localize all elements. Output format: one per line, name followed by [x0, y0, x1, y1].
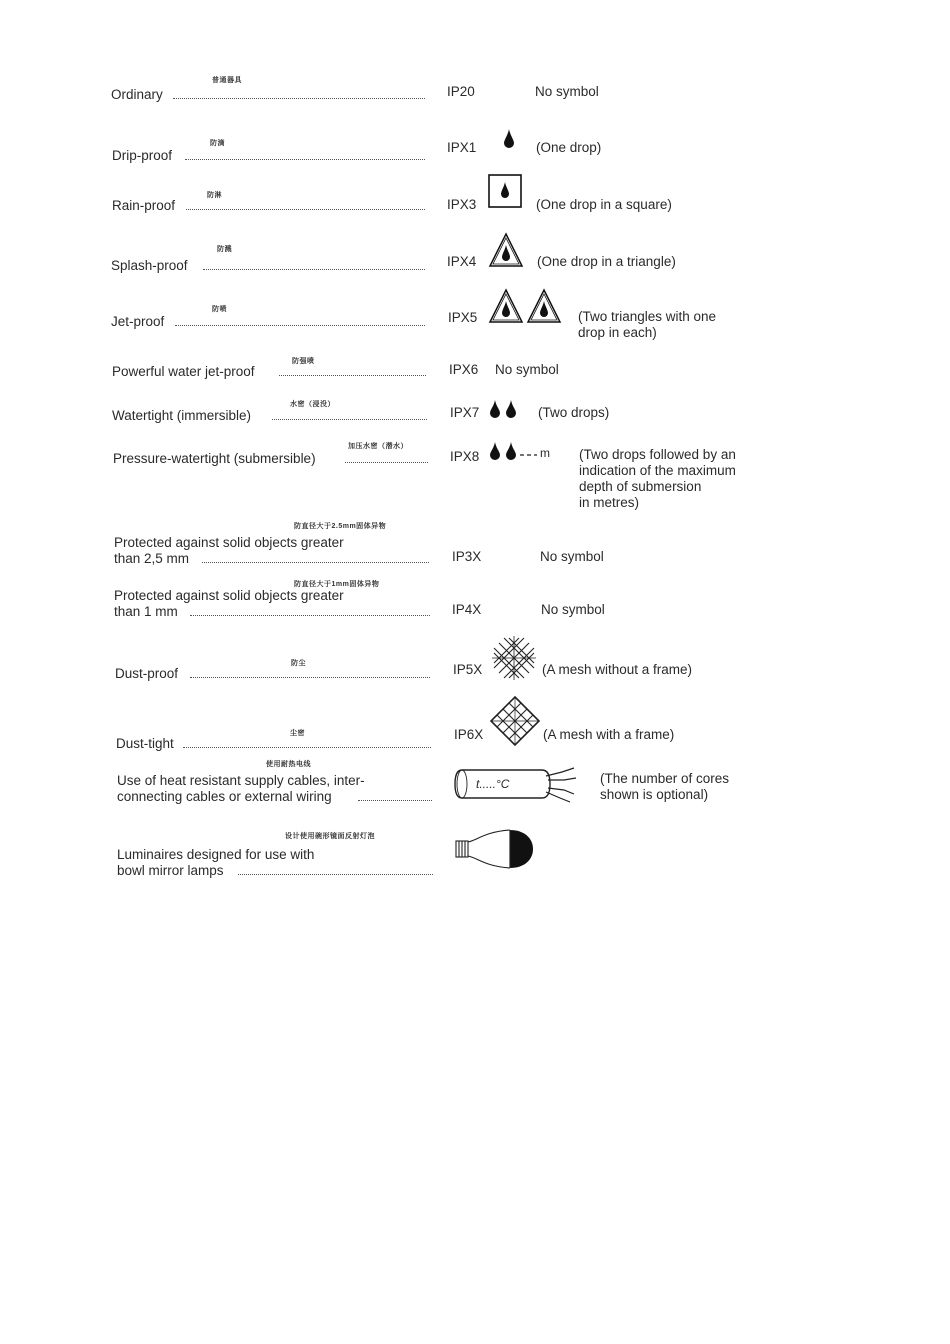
two-triangles-icon: [489, 289, 565, 325]
dotted-leader: [279, 375, 426, 376]
symbol-description-line: depth of submersion: [579, 479, 702, 494]
symbol-description: (A mesh without a frame): [542, 662, 693, 677]
chinese-label: 防直径大于1mm固体异物: [294, 581, 380, 588]
dotted-leader: [345, 462, 428, 463]
dotted-leader: [202, 562, 429, 563]
mesh-icon: [492, 636, 536, 680]
dotted-leader: [185, 159, 425, 160]
dotted-leader: [358, 800, 432, 801]
symbol-description: (One drop): [536, 140, 602, 155]
symbol-description-line: indication of the maximum: [579, 463, 736, 478]
ip-code: IP20: [447, 84, 475, 99]
ip-code: IPX1: [447, 140, 477, 155]
symbol-description: No symbol: [540, 549, 604, 564]
symbol-description-line: (The number of cores: [600, 771, 730, 786]
ip-code: IPX4: [447, 254, 477, 269]
row-label-line: than 1 mm: [114, 604, 178, 619]
chinese-label: 使用耐热电线: [266, 761, 311, 768]
symbol-description-line: shown is optional): [600, 787, 709, 802]
chinese-label: 防喷: [212, 306, 227, 313]
row-label: Powerful water jet-proof: [112, 364, 255, 379]
bowl-mirror-lamp-icon: [454, 826, 536, 872]
row-label-line: Protected against solid objects greater: [114, 535, 344, 550]
row-label: Drip-proof: [112, 148, 173, 163]
chinese-label: 水密（浸没）: [290, 401, 335, 408]
dotted-leader: [272, 419, 427, 420]
heat-resistant-cable-icon: [454, 764, 578, 804]
row-label: Dust-proof: [115, 666, 179, 681]
row-label: Dust-tight: [116, 736, 174, 751]
dotted-leader: [183, 747, 431, 748]
ip-code: IP4X: [452, 602, 482, 617]
symbol-description: No symbol: [495, 362, 559, 377]
chinese-label: 普通器具: [212, 77, 242, 84]
chinese-label: 防强喷: [292, 358, 315, 365]
symbol-description: No symbol: [535, 84, 599, 99]
ip-code: IPX7: [450, 405, 480, 420]
symbol-description: No symbol: [541, 602, 605, 617]
ip-code: IP6X: [454, 727, 484, 742]
row-label-line: than 2,5 mm: [114, 551, 190, 566]
ip-code: IP5X: [453, 662, 483, 677]
chinese-label: 防直径大于2.5mm固体异物: [294, 523, 387, 530]
row-label-line: connecting cables or external wiring: [117, 789, 332, 804]
dotted-leader: [190, 615, 430, 616]
chinese-label: 防滴: [210, 140, 225, 147]
row-label: Rain-proof: [112, 198, 176, 213]
two-drops-icon: [489, 398, 519, 420]
ip-code: IPX3: [447, 197, 477, 212]
drop-icon: [501, 127, 517, 149]
row-label-line: Use of heat resistant supply cables, inter-: [117, 773, 365, 788]
chinese-label: 加压水密（潜水）: [348, 443, 408, 450]
row-label: Ordinary: [111, 87, 163, 102]
row-label: Watertight (immersible): [112, 408, 252, 423]
row-label-line: Protected against solid objects greater: [114, 588, 344, 603]
temperature-label: t.....°C: [476, 777, 510, 791]
dotted-leader: [203, 269, 425, 270]
dotted-leader: [238, 874, 433, 875]
row-label-line: bowl mirror lamps: [117, 863, 224, 878]
symbol-description-line: drop in each): [578, 325, 657, 340]
chinese-label: 防淋: [207, 192, 222, 199]
symbol-description-line: in metres): [579, 495, 640, 510]
row-label: Splash-proof: [111, 258, 188, 273]
symbol-description: (One drop in a square): [536, 197, 672, 212]
ip-code: IPX6: [449, 362, 479, 377]
drop-in-triangle-icon: [489, 233, 523, 267]
symbol-description-line: (Two drops followed by an: [579, 447, 736, 462]
dotted-leader: [173, 98, 425, 99]
symbol-description: (A mesh with a frame): [543, 727, 675, 742]
row-label: Jet-proof: [111, 314, 165, 329]
ip-code: IP3X: [452, 549, 482, 564]
ip-code: IPX5: [448, 310, 478, 325]
framed-mesh-icon: [490, 696, 540, 746]
symbol-description: (One drop in a triangle): [537, 254, 676, 269]
metres-indicator: m: [540, 446, 550, 460]
chinese-label: 设计使用碗形镜面反射灯泡: [285, 833, 375, 840]
dotted-leader: [186, 209, 425, 210]
dotted-leader: [190, 677, 430, 678]
chinese-label: 防尘: [291, 660, 306, 667]
chinese-label: 尘密: [290, 730, 305, 737]
drop-in-square-icon: [488, 174, 522, 208]
row-label-line: Luminaires designed for use with: [117, 847, 315, 862]
symbol-description-line: (Two triangles with one: [578, 309, 717, 324]
dotted-leader: [175, 325, 425, 326]
ip-code: IPX8: [450, 449, 480, 464]
chinese-label: 防溅: [217, 246, 232, 253]
symbol-description: (Two drops): [538, 405, 610, 420]
row-label: Pressure-watertight (submersible): [113, 451, 316, 466]
